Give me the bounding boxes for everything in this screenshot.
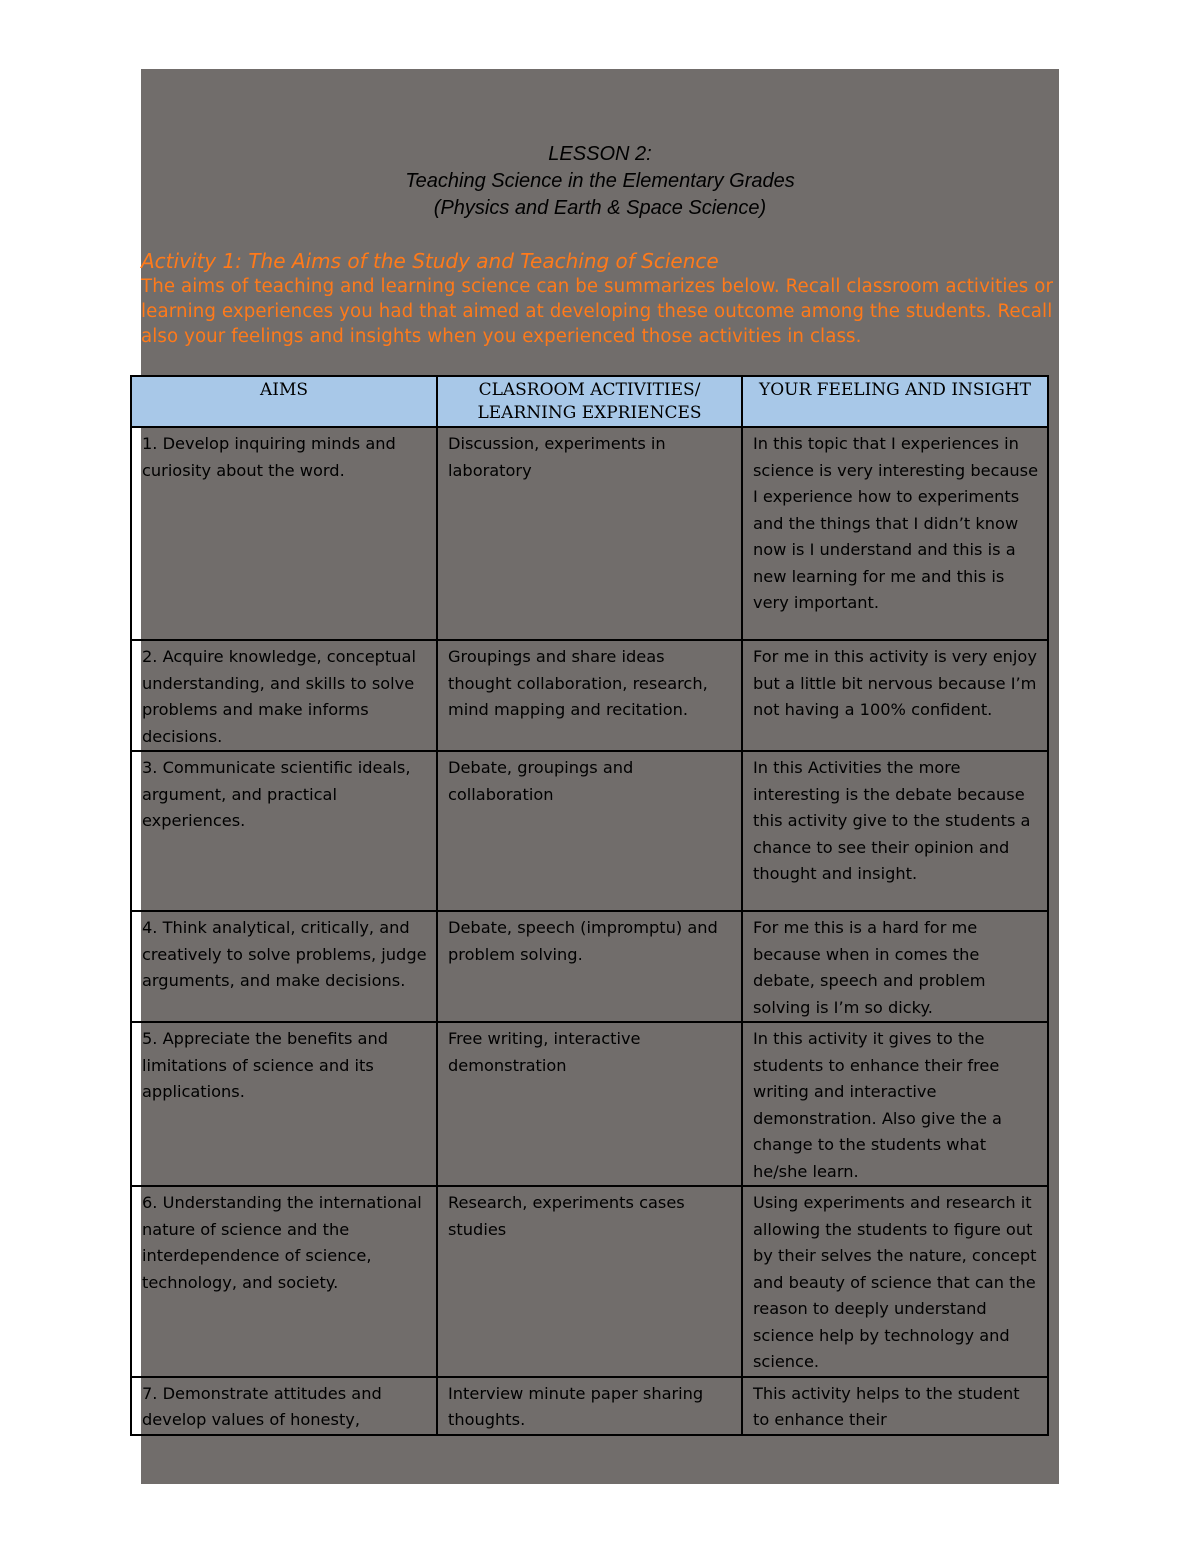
activity-cell: Research, experiments cases studies xyxy=(437,1186,742,1377)
aim-cell: 4. Think analytical, critically, and creatively to solve problems, judge arguments, and make decisions. xyxy=(131,911,437,1022)
feeling-cell: For me this is a hard for me because when in comes the debate, speech and problem solving is I’m so dicky. xyxy=(742,911,1048,1022)
table-row xyxy=(131,1377,1048,1435)
activity-cell: Groupings and share ideas thought collaboration, research, mind mapping and recitation. xyxy=(437,640,742,751)
header-aims: AIMS xyxy=(131,376,437,427)
aim-cell: 6. Understanding the international nature of science and the interdependence of science, technology, and society. xyxy=(131,1186,437,1377)
table-row xyxy=(131,1186,1048,1377)
activity-cell: Interview minute paper sharing thoughts. xyxy=(437,1377,742,1435)
header-activities: CLASROOM ACTIVITIES/ LEARNING EXPRIENCES xyxy=(437,376,742,427)
activity-cell: Debate, groupings and collaboration xyxy=(437,751,742,911)
feeling-cell: In this topic that I experiences in science is very interesting because I experience how to experiments and the things that I didn’t know now is I understand and this is a new learning for me and this is very important. xyxy=(742,427,1048,640)
lesson-header xyxy=(141,141,1059,222)
aim-cell: 5. Appreciate the benefits and limitations of science and its applications. xyxy=(131,1022,437,1186)
table-row xyxy=(131,911,1048,1022)
table-header-row xyxy=(131,376,1048,427)
lesson-subtitle: (Physics and Earth & Space Science) xyxy=(433,197,767,219)
aim-cell: 1. Develop inquiring minds and curiosity about the word. xyxy=(131,427,437,640)
activity-cell: Discussion, experiments in laboratory xyxy=(437,427,742,640)
lesson-title: Teaching Science in the Elementary Grades xyxy=(405,170,795,192)
feeling-cell: For me in this activity is very enjoy but a little bit nervous because I’m not having a 100% confident. xyxy=(742,640,1048,751)
table-row xyxy=(131,427,1048,640)
header-feeling: YOUR FEELING AND INSIGHT xyxy=(742,376,1048,427)
feeling-cell: Using experiments and research it allowing the students to figure out by their selves the nature, concept and beauty of science that can the reason to deeply understand science help by technology and science. xyxy=(742,1186,1048,1377)
aim-cell: 2. Acquire knowledge, conceptual understanding, and skills to solve problems and make informs decisions. xyxy=(131,640,437,751)
aims-table xyxy=(130,375,1049,1436)
activity-cell: Debate, speech (impromptu) and problem solving. xyxy=(437,911,742,1022)
aim-cell: 7. Demonstrate attitudes and develop values of honesty, xyxy=(131,1377,437,1435)
activity-title: Activity 1: The Aims of the Study and Teaching of Science xyxy=(141,249,719,273)
feeling-cell: This activity helps to the student to enhance their xyxy=(742,1377,1048,1435)
aim-cell: 3. Communicate scientific ideals, argument, and practical experiences. xyxy=(131,751,437,911)
feeling-cell: In this Activities the more interesting is the debate because this activity give to the students a chance to see their opinion and thought and insight. xyxy=(742,751,1048,911)
activity-cell: Free writing, interactive demonstration xyxy=(437,1022,742,1186)
table-row xyxy=(131,751,1048,911)
activity-section xyxy=(141,248,1071,349)
activity-instructions: The aims of teaching and learning science can be summarizes below. Recall classroom activities or learning experiences you had that aimed at developing these outcome among the students. Recall also your feelings and insights when you experienced those activities in class. xyxy=(141,276,1054,347)
feeling-cell: In this activity it gives to the students to enhance their free writing and interactive demonstration. Also give the a change to the students what he/she learn. xyxy=(742,1022,1048,1186)
table-row xyxy=(131,640,1048,751)
lesson-number: LESSON 2: xyxy=(548,143,652,165)
table-row xyxy=(131,1022,1048,1186)
